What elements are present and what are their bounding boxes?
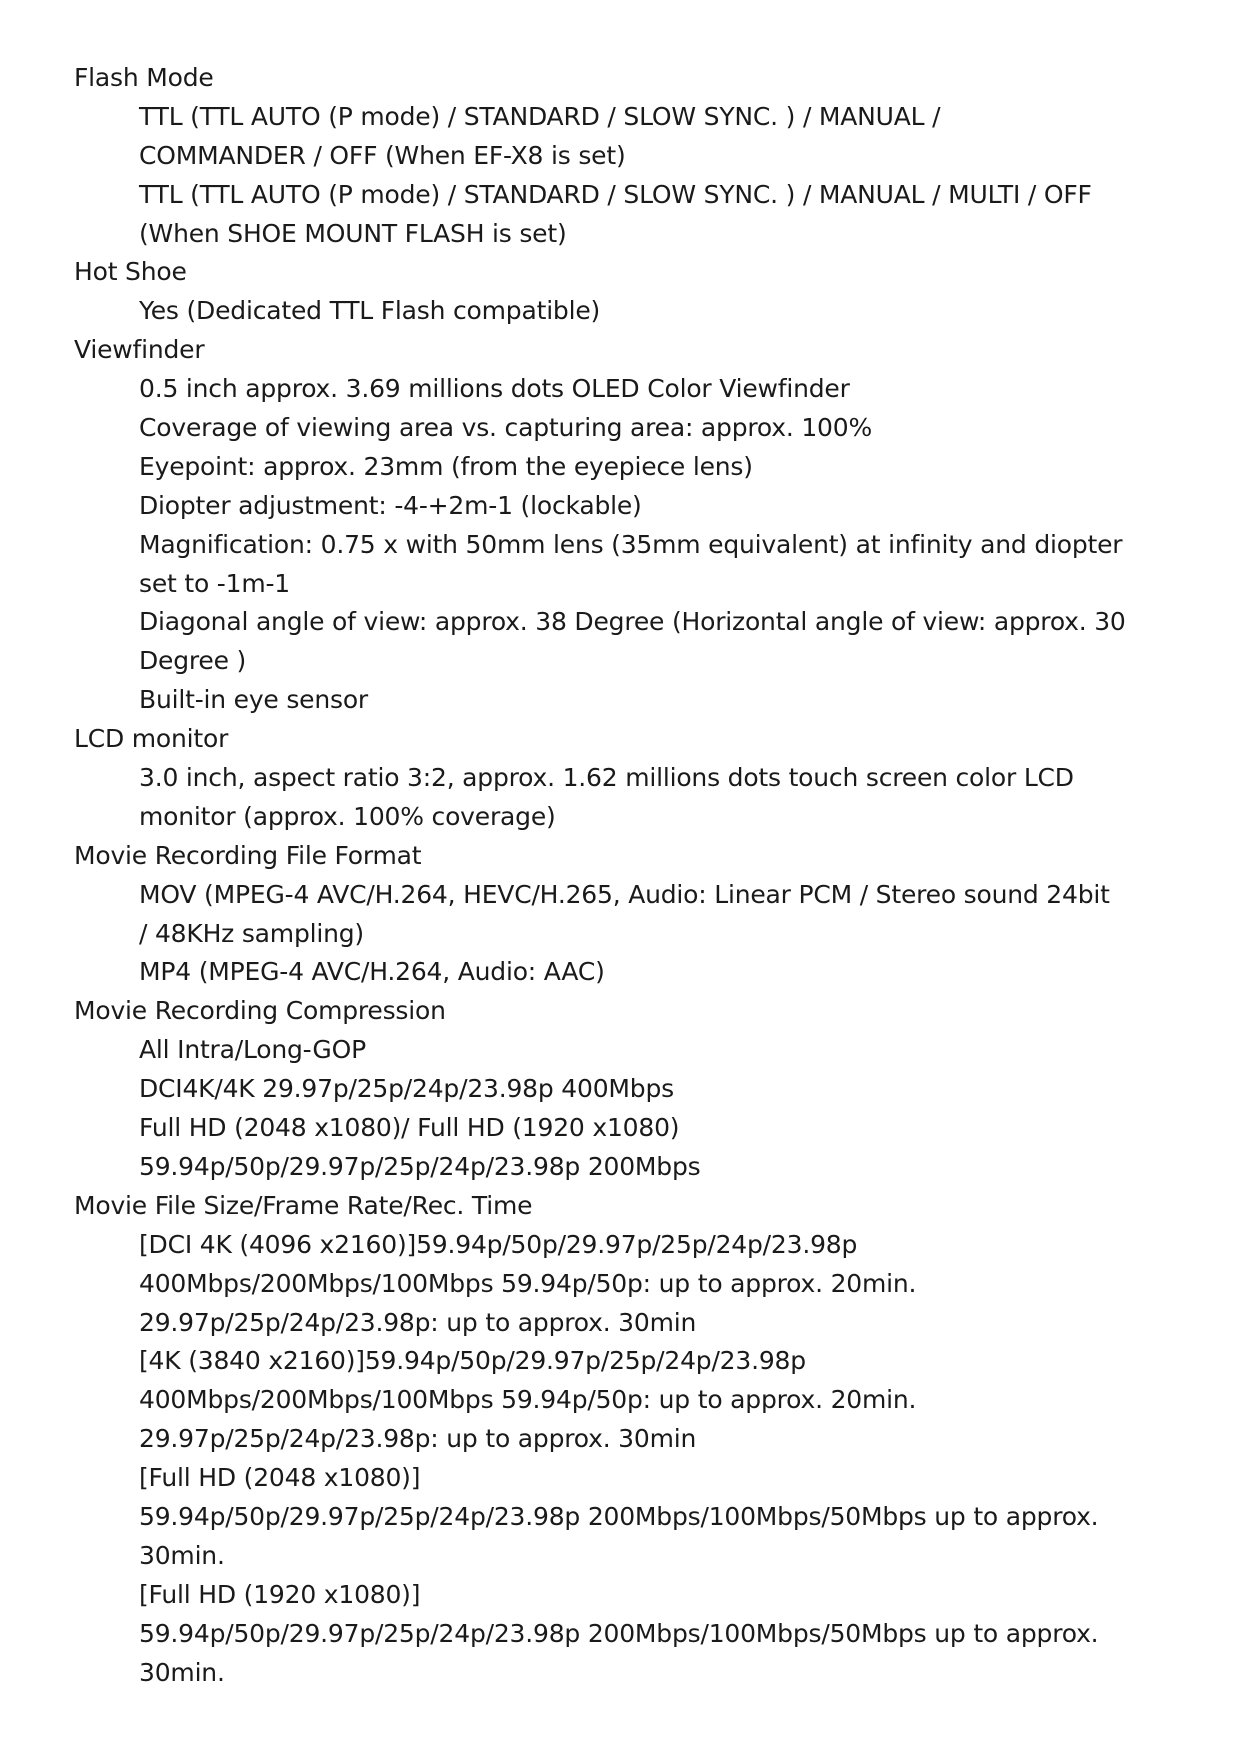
spec-line: 59.94p/50p/29.97p/25p/24p/23.98p 200Mbps [139,1151,701,1181]
section-heading-lcd-monitor: LCD monitor [74,724,229,754]
spec-line: set to -1m-1 [139,568,291,598]
spec-line: Diopter adjustment: -4-+2m-1 (lockable) [139,490,642,520]
section-heading-viewfinder: Viewfinder [74,335,205,365]
spec-line: Degree ) [139,646,247,676]
spec-line: [4K (3840 x2160)]59.94p/50p/29.97p/25p/24p/23.98p [139,1346,806,1376]
spec-line: 30min. [139,1657,225,1687]
section-heading-hot-shoe: Hot Shoe [74,257,187,287]
spec-line: Yes (Dedicated TTL Flash compatible) [139,296,601,326]
spec-line: 400Mbps/200Mbps/100Mbps 59.94p/50p: up to approx. 20min. [139,1268,917,1298]
spec-line: Coverage of viewing area vs. capturing area: approx. 100% [139,413,873,443]
spec-line: 29.97p/25p/24p/23.98p: up to approx. 30min [139,1424,697,1454]
spec-line: 29.97p/25p/24p/23.98p: up to approx. 30min [139,1307,697,1337]
spec-line: Full HD (2048 x1080)/ Full HD (1920 x1080) [139,1113,680,1143]
spec-line: MP4 (MPEG-4 AVC/H.264, Audio: AAC) [139,957,605,987]
spec-line: / 48KHz sampling) [139,918,364,948]
spec-line: All Intra/Long-GOP [139,1035,366,1065]
section-heading-flash-mode: Flash Mode [74,63,214,92]
spec-line: MOV (MPEG-4 AVC/H.264, HEVC/H.265, Audio: Linear PCM / Stereo sound 24bit [139,879,1110,909]
spec-line: DCI4K/4K 29.97p/25p/24p/23.98p 400Mbps [139,1074,674,1104]
spec-line: Diagonal angle of view: approx. 38 Degree (Horizontal angle of view: approx. 30 [139,607,1126,637]
spec-line: (When SHOE MOUNT FLASH is set) [139,218,567,248]
section-heading-movie-compression: Movie Recording Compression [74,996,446,1026]
spec-line: 30min. [139,1540,225,1570]
spec-line: Magnification: 0.75 x with 50mm lens (35mm equivalent) at infinity and diopter [139,529,1123,559]
spec-line: Built-in eye sensor [139,685,369,715]
spec-line: TTL (TTL AUTO (P mode) / STANDARD / SLOW SYNC. ) / MANUAL / [139,101,941,131]
spec-line: Eyepoint: approx. 23mm (from the eyepiece lens) [139,451,753,481]
section-heading-movie-file-size: Movie File Size/Frame Rate/Rec. Time [74,1190,533,1220]
spec-line: 59.94p/50p/29.97p/25p/24p/23.98p 200Mbps/100Mbps/50Mbps up to approx. [139,1618,1099,1648]
spec-line: TTL (TTL AUTO (P mode) / STANDARD / SLOW SYNC. ) / MANUAL / MULTI / OFF [139,179,1092,209]
spec-line: monitor (approx. 100% coverage) [139,801,556,831]
spec-line: 0.5 inch approx. 3.69 millions dots OLED Color Viewfinder [139,374,850,404]
spec-line: [Full HD (2048 x1080)] [139,1463,421,1493]
spec-line: 400Mbps/200Mbps/100Mbps 59.94p/50p: up to approx. 20min. [139,1385,917,1415]
spec-line: COMMANDER / OFF (When EF-X8 is set) [139,140,626,170]
spec-line: [Full HD (1920 x1080)] [139,1579,421,1609]
spec-line: 59.94p/50p/29.97p/25p/24p/23.98p 200Mbps/100Mbps/50Mbps up to approx. [139,1501,1099,1531]
spec-line: [DCI 4K (4096 x2160)]59.94p/50p/29.97p/25p/24p/23.98p [139,1229,858,1259]
spec-line: 3.0 inch, aspect ratio 3:2, approx. 1.62 millions dots touch screen color LCD [139,763,1074,793]
section-heading-movie-file-format: Movie Recording File Format [74,840,422,870]
